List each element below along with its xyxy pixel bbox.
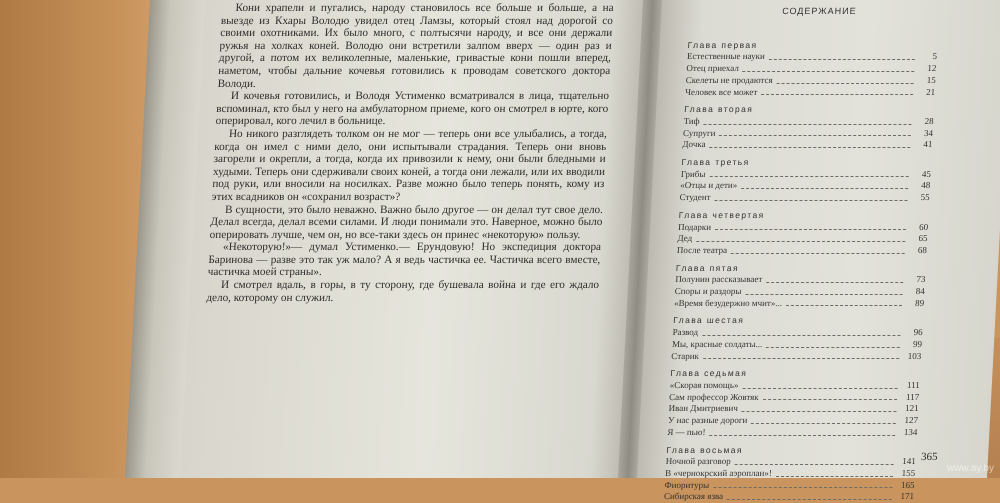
toc-entry-page: 15 <box>926 74 937 85</box>
toc-entry-page: 171 <box>900 491 915 502</box>
toc-leader <box>709 435 895 436</box>
toc-entry-page: 117 <box>905 391 920 402</box>
toc-entry-title: Человек все может <box>684 86 758 97</box>
toc-chapter-heading: Глава вторая <box>684 104 754 115</box>
toc-leader <box>714 200 907 201</box>
paragraph: В сущности, это было неважно. Важно было другое — он делал тут свое дело. Делал всегда, делал всеми силами. И люди понимали это. Наверное, можно было оперировать лучше, чем он, но все-таки здесь он принес «некоторую» пользу. <box>209 203 604 241</box>
toc-entry-page: 127 <box>904 415 919 426</box>
toc-entry-page: 68 <box>917 244 928 255</box>
toc-entry-title: У нас разные дороги <box>667 415 748 426</box>
toc-entry-title: Дочка <box>682 139 706 150</box>
toc-entry-title: Грибы <box>680 168 706 179</box>
toc-leader <box>727 499 892 500</box>
toc-entry-page: 103 <box>907 350 922 361</box>
toc-entry-title: Я — пью! <box>667 426 706 437</box>
toc-entry-title: Сибирская язва <box>663 491 724 502</box>
toc-chapter-heading: Глава седьмая <box>670 368 748 379</box>
toc-entry-page: 134 <box>903 426 918 437</box>
toc-leader <box>743 71 915 72</box>
toc-leader <box>786 305 902 306</box>
toc-entry <box>668 415 919 427</box>
paragraph: И смотрел вдаль, в горы, в ту сторону, где бушевала война и где его ждало дело, которому он служил. <box>206 279 600 304</box>
toc-entry-title: Сам профессор Жовтяк <box>668 391 759 402</box>
toc-entry <box>681 169 932 181</box>
toc-entry-page: 12 <box>927 63 937 74</box>
toc-chapter-heading: Глава шестая <box>672 315 745 326</box>
toc-entry <box>668 403 919 415</box>
toc-entry-title: Мы, красные солдаты... <box>671 338 763 349</box>
toc-entry-page: 55 <box>920 192 930 203</box>
toc-leader <box>763 399 898 400</box>
toc-chapter-heading: Глава третья <box>681 157 750 168</box>
toc-entry-title: Супруги <box>682 127 716 138</box>
toc-entry <box>665 456 916 468</box>
open-book <box>125 0 1000 502</box>
toc-chapter-heading: Глава четвертая <box>678 209 765 220</box>
toc-entry <box>678 222 929 234</box>
left-page-text <box>206 2 614 304</box>
toc-leader <box>719 135 911 136</box>
paragraph: И кочевья готовились, и Володя Устименко всматривался в лица, тщательно вспоминал, кто был у него на амбулаторном приеме, кого он смотрел в юрте, кого оперировал, кого лечил в больнице. <box>215 90 610 128</box>
toc-entry <box>677 245 928 257</box>
toc-entry-title: Студент <box>679 192 711 203</box>
toc-entry-page: 21 <box>925 86 936 97</box>
toc-entry-page: 73 <box>916 274 926 285</box>
toc-list <box>664 40 938 503</box>
toc-entry-page: 84 <box>915 286 926 297</box>
toc-leader <box>776 476 893 477</box>
toc-entry-page: 121 <box>904 403 919 414</box>
toc-entry-page: 48 <box>921 180 931 191</box>
toc-entry <box>683 116 934 128</box>
toc-entry-page: 34 <box>923 127 934 138</box>
toc-leader <box>702 335 900 336</box>
toc-leader <box>709 147 910 148</box>
toc-entry-page: 5 <box>932 51 938 62</box>
page-number: 365 <box>920 451 938 463</box>
toc-leader <box>766 347 900 348</box>
toc-leader <box>731 253 905 254</box>
toc-entry <box>680 180 931 192</box>
toc-entry <box>683 128 934 140</box>
toc-entry <box>672 327 923 339</box>
toc-chapter-heading: Глава первая <box>687 39 758 50</box>
toc-entry-title: «Скорая помощь» <box>669 379 739 390</box>
toc-entry-title: «Время безудержно мчит»... <box>673 297 783 308</box>
toc-leader <box>742 411 897 412</box>
toc-entry-title: Полунин рассказывает <box>675 274 763 285</box>
toc-entry <box>685 87 936 99</box>
toc-entry-page: 60 <box>918 221 929 232</box>
toc-leader <box>761 94 913 95</box>
toc-entry-page: 89 <box>914 297 925 308</box>
toc-entry-title: Ночной разговор <box>665 456 731 467</box>
toc-leader <box>769 59 915 60</box>
toc-entry-title: После театра <box>676 244 728 255</box>
toc-leader <box>741 188 908 189</box>
toc-entry <box>674 286 925 298</box>
toc-entry <box>669 380 920 392</box>
paragraph: «Некоторую!»— думал Устименко.— Ерундовую! Но экспедиция доктора Баринова — разве это так уж мало? А я ведь частичка ее. Частичка всего вместе, частичка моей страны». <box>207 241 602 279</box>
toc-entry <box>675 274 926 286</box>
toc-entry-title: Старик <box>671 350 700 361</box>
toc-entry-title: Тиф <box>683 115 700 126</box>
toc-entry <box>682 139 933 151</box>
toc-entry-page: 111 <box>906 379 921 390</box>
toc-entry-page: 96 <box>913 327 923 338</box>
toc-entry-title: Скелеты не продаются <box>685 74 773 85</box>
toc-entry <box>674 298 925 310</box>
toc-entry <box>686 63 937 75</box>
toc-entry <box>664 480 915 492</box>
toc-entry-title: Фиоритуры <box>664 479 710 490</box>
table-of-contents <box>664 6 940 503</box>
toc-leader <box>751 423 896 424</box>
toc-leader <box>709 176 908 177</box>
toc-entry-page: 99 <box>912 338 923 349</box>
watermark: www.ay.by <box>946 463 994 474</box>
toc-entry-title: Иван Дмитриевич <box>668 403 739 414</box>
toc-entry-title: Развод <box>672 327 699 338</box>
toc-chapter-heading: Глава пятая <box>675 262 740 273</box>
toc-entry-title: Отец приехал <box>686 63 740 74</box>
paragraph: Кони храпели и пугались, народу становилось все больше и больше, а на выезде из Кхары Володю увидел отец Ламзы, который стоял над дорогой со своими охотниками. Их было много, с полтысячи народу, и все они держали ружья на холках коней. Володю они встретили залпом вверх — один раз и другой, а потом их великолепные, маленькие, гривастые кони пошли вперед, наметом, чтобы дальние кочевья готовились к проводам советского доктора Володи. <box>217 2 614 90</box>
toc-entry-title: Дед <box>677 233 693 244</box>
toc-leader <box>735 464 894 465</box>
toc-leader <box>715 229 906 230</box>
toc-entry-title: В «чернокрский аэроплан»! <box>664 467 773 478</box>
toc-chapter-heading: Глава восьмая <box>666 444 744 455</box>
toc-entry <box>685 75 936 87</box>
toc-leader <box>742 388 897 389</box>
toc-leader <box>703 358 899 359</box>
toc-entry <box>671 351 922 363</box>
toc-leader <box>766 282 903 283</box>
toc-entry <box>677 233 928 245</box>
toc-entry <box>664 491 915 503</box>
toc-entry-page: 65 <box>918 233 928 244</box>
toc-entry-title: «Отцы и дети» <box>680 180 738 191</box>
toc-entry-page: 155 <box>901 467 916 478</box>
toc-entry-page: 28 <box>924 115 934 126</box>
toc-leader <box>696 241 905 242</box>
toc-leader <box>776 83 913 84</box>
toc-title: СОДЕРЖАНИЕ <box>781 6 857 16</box>
toc-entry <box>669 392 920 404</box>
toc-leader <box>703 124 911 125</box>
toc-entry <box>672 339 923 351</box>
toc-entry-title: Споры и раздоры <box>674 286 742 297</box>
toc-entry <box>667 427 918 439</box>
toc-leader <box>745 294 902 295</box>
toc-entry-title: Естественные науки <box>686 51 766 62</box>
toc-entry <box>679 192 930 204</box>
paragraph: Но никого разглядеть толком он не мог — теперь они все улыбались, а тогда, когда он имел с ними дело, они испытывали страдания. Теперь они вновь загорели и окрепли, а тогда, когда их привозили к нему, они были бледными и худыми. Теперь они сдерживали своих коней, а тогда они лежали, или их вводили под руки, или вносили на носилках. Разве можно было теперь понять, кому из этих всадников он «сохранил возраст»? <box>211 127 608 203</box>
toc-entry-page: 165 <box>900 479 915 490</box>
toc-entry <box>687 51 938 63</box>
toc-entry-page: 41 <box>923 139 933 150</box>
toc-entry-page: 45 <box>921 168 932 179</box>
toc-entry-title: Подарки <box>677 221 712 232</box>
toc-entry-page: 141 <box>902 456 917 467</box>
toc-leader <box>713 487 892 488</box>
